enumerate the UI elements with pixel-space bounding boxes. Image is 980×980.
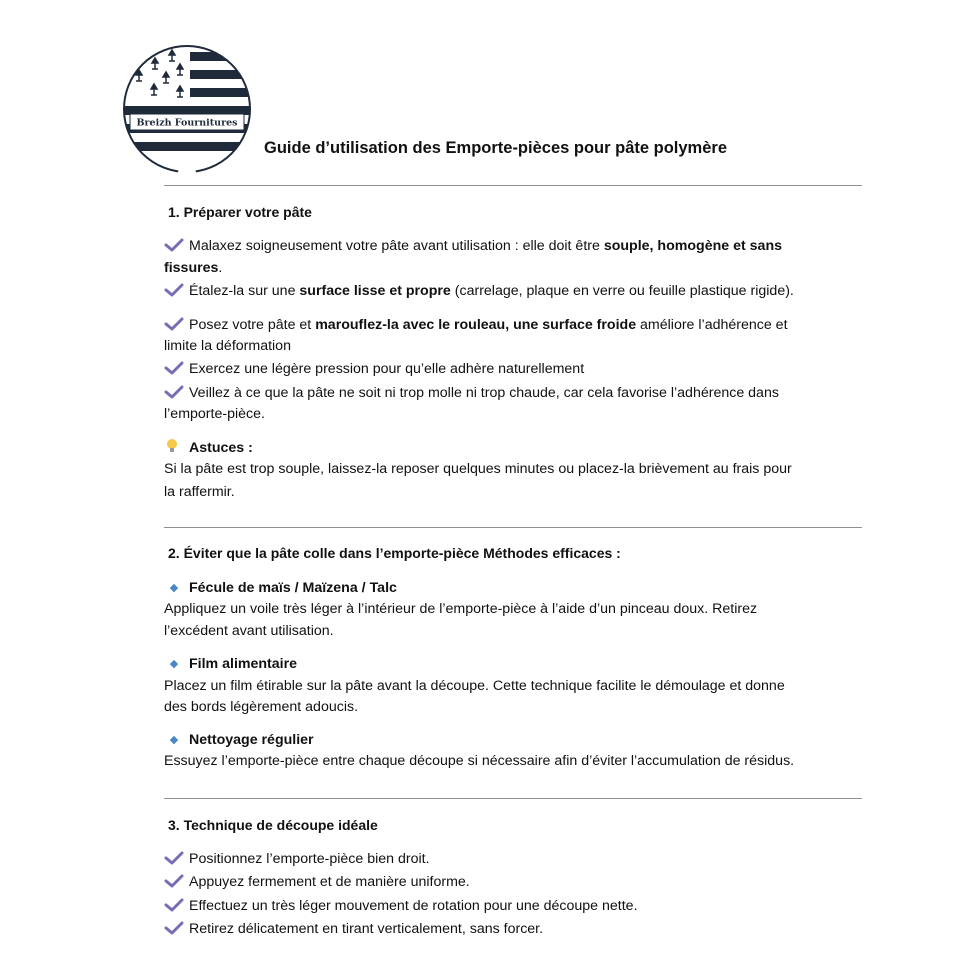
step-item: Effectuez un très léger mouvement de rotation pour une découpe nette.: [164, 895, 638, 917]
breizh-fournitures-logo: [122, 44, 252, 174]
step-item: Appuyez fermement et de manière uniforme.: [164, 871, 470, 893]
lightbulb-icon: [164, 438, 184, 454]
check-icon: [164, 851, 184, 865]
method-nettoyage-text: Essuyez l’emporte-pièce entre chaque découpe si nécessaire afin d’éviter l’accumulation de résidus.: [164, 753, 795, 769]
document-title: Guide d’utilisation des Emporte-pièces pour pâte polymère: [264, 139, 728, 157]
bullet-posez-cont: limite la déformation: [164, 338, 291, 354]
check-icon: [164, 874, 184, 888]
tips-heading: Astuces :: [164, 437, 253, 459]
method-nettoyage-title: ◆ Nettoyage régulier: [164, 729, 314, 751]
bullet-exercez: Exercez une légère pression pour qu’elle adhère naturellement: [164, 358, 584, 380]
method-fecule-text: Appliquez un voile très léger à l’intérieur de l’emporte-pièce à l’aide d’un pinceau doux. Retirez: [164, 601, 758, 617]
divider: [164, 185, 862, 186]
method-fecule-text-cont: l’excédent avant utilisation.: [164, 623, 334, 639]
step-item: Positionnez l’emporte-pièce bien droit.: [164, 848, 430, 870]
bullet-malaxez-cont: fissures.: [164, 260, 223, 276]
check-icon: [164, 361, 184, 375]
logo-text: Breizh Fournitures: [136, 117, 238, 129]
bullet-veillez-cont: l’emporte-pièce.: [164, 406, 265, 422]
bullet-malaxez: Malaxez soigneusement votre pâte avant utilisation : elle doit être souple, homogène et sans: [164, 235, 782, 257]
check-icon: [164, 898, 184, 912]
tips-text: Si la pâte est trop souple, laissez-la reposer quelques minutes ou placez-la brièvement au frais pour: [164, 461, 792, 477]
divider: [164, 798, 862, 799]
check-icon: [164, 385, 184, 399]
diamond-icon: ◆: [169, 658, 179, 670]
section-title-preparer: 1. Préparer votre pâte: [168, 204, 312, 220]
diamond-icon: ◆: [169, 582, 179, 594]
divider: [164, 527, 862, 528]
bullet-veillez: Veillez à ce que la pâte ne soit ni trop molle ni trop chaude, car cela favorise l’adhérence dans: [164, 382, 779, 404]
method-fecule-title: ◆ Fécule de maïs / Maïzena / Talc: [164, 577, 397, 599]
check-icon: [164, 921, 184, 935]
method-film-text: Placez un film étirable sur la pâte avant la découpe. Cette technique facilite le démoulage et donne: [164, 678, 785, 694]
section-title-eviter: 2. Éviter que la pâte colle dans l’emporte-pièce Méthodes efficaces :: [168, 545, 621, 561]
bullet-posez: Posez votre pâte et marouflez-la avec le rouleau, une surface froide améliore l’adhérence et: [164, 314, 788, 336]
step-item: Retirez délicatement en tirant verticalement, sans forcer.: [164, 918, 543, 940]
method-film-text-cont: des bords légèrement adoucis.: [164, 699, 359, 715]
check-icon: [164, 238, 184, 252]
check-icon: [164, 317, 184, 331]
bullet-etalez: Étalez-la sur une surface lisse et propre (carrelage, plaque en verre ou feuille plastique rigide).: [164, 280, 794, 302]
section-title-technique: 3. Technique de découpe idéale: [168, 817, 378, 833]
tips-text-cont: la raffermir.: [164, 484, 235, 500]
diamond-icon: ◆: [169, 734, 179, 746]
method-film-title: ◆ Film alimentaire: [164, 653, 297, 675]
check-icon: [164, 283, 184, 297]
